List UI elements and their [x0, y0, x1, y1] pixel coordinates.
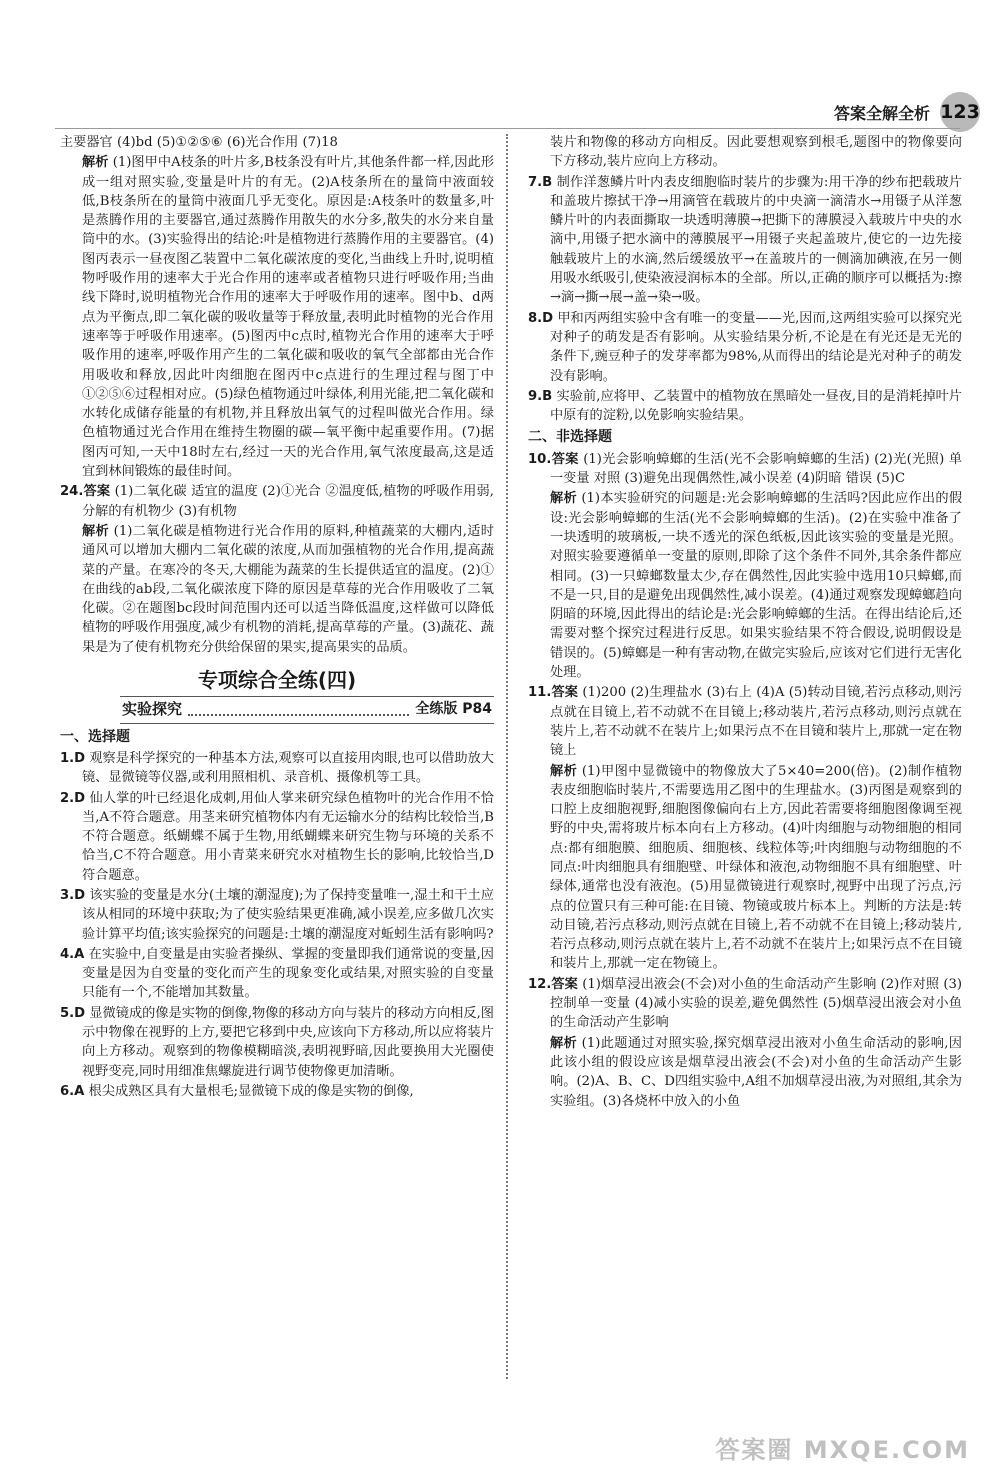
dotted-leader: [188, 704, 409, 716]
item-text: 该实验的变量是水分(土壤的潮湿度);为了保持变量唯一,湿土和干土应该从相同的环境中获取;为了使实验结果更准确,减小误差,应多做几次实验计算平均值;该实验探究的问题是:土壤的潮湿度对蚯蚓生活有影响吗?: [82, 887, 494, 942]
item-text: 装片和物像的移动方向相反。因此要想观察到根毛,题图中的物像要向下方移动,装片应向上方移动。: [550, 135, 962, 170]
item-keyword: 答案: [83, 484, 111, 500]
right-paragraphs: [528, 133, 962, 425]
item-text: (1)烟草浸出液会(不会)对小鱼的生命活动产生影响 (2)作对照 (3)控制单一变量 (4)减小实验的误差,避免偶然性 (5)烟草浸出液会对小鱼的生命活动产生影响: [550, 976, 962, 1031]
left-answer-list: [60, 749, 494, 1101]
page-number-badge: 123: [940, 92, 980, 132]
answer-paragraph: [60, 153, 494, 481]
left-paragraphs: [60, 133, 494, 657]
section-heading-nonchoice: 二、非选择题: [528, 429, 612, 446]
item-number: 2.D: [60, 790, 86, 806]
answer-paragraph: [60, 886, 494, 944]
right-column: [528, 133, 962, 1413]
answer-paragraph: [528, 762, 962, 974]
item-number: 5.D: [60, 1005, 86, 1021]
answer-paragraph: [60, 789, 494, 885]
answer-paragraph: [60, 945, 494, 1003]
item-text: 甲和丙两组实验中含有唯一的变量——光,因而,这两组实验可以探究光对种子的萌发是否有影响。从实验结果分析,不论是在有光还是无光的条件下,豌豆种子的发芽率都为98%,从而得出的结论是光对种子的萌发没有影响。: [550, 310, 962, 384]
answer-paragraph: [528, 975, 962, 1033]
special-subtitle-bar: [120, 696, 494, 723]
answer-paragraph: [60, 1082, 494, 1101]
column-divider: [506, 134, 508, 1379]
item-keyword: 答案: [551, 976, 578, 992]
answer-paragraph: [60, 522, 494, 657]
answer-paragraph: [528, 683, 962, 760]
item-text: (1)二氧化碳是植物进行光合作用的原料,种植蔬菜的大棚内,适时通风可以增加大棚内二氧化碳的浓度,从而加强植物的光合作用,提高蔬菜的产量。在寒冷的冬天,大棚能为蔬菜的生长提供适宜的温度。(2)①在曲线的ab段,二氧化碳浓度下降的原因是草莓的光合作用吸收了二氧化碳。②在题图bc段时间范围内还可以适当降低温度,这样做可以降低植物的呼吸作用强度,减少有机物的消耗,提高草莓的产量。(3)蔬花、蔬果是为了使有机物充分供给保留的果实,提高果实的品质。: [82, 523, 494, 655]
special-title: 专项综合全练(四): [197, 668, 357, 693]
item-keyword: 解析: [82, 155, 109, 171]
answer-paragraph: [528, 173, 962, 308]
item-text: (1)200 (2)生理盐水 (3)右上 (4)A (5)转动目镜,若污点移动,则污点就在目镜上,若不动就不在目镜上;移动装片,若污点移动,则污点就在装片上,若不动就不在装片上;如果污点不在目镜和装片上,那就一定在物镜上: [550, 685, 962, 759]
answer-paragraph: [528, 1034, 962, 1111]
item-number: 1.D: [60, 750, 86, 766]
item-text: 在实验中,自变量是由实验者操纵、掌握的变量即我们通常说的变量,因变量是因为自变量的变化而产生的现象变化或结果,对照实验的自变量只能有一个,不能增加其数量。: [82, 946, 494, 1001]
item-text: 根尖成熟区具有大量根毛;显微镜下成的像是实物的倒像,: [84, 1083, 414, 1099]
item-text: (1)二氧化碳 适宜的温度 (2)①光合 ②温度低,植物的呼吸作用弱,分解的有机物少 (3)有机物: [82, 484, 494, 519]
item-number: 24.: [60, 484, 84, 500]
item-keyword: 解析: [82, 523, 110, 539]
item-number: 7.B: [528, 174, 553, 190]
answer-paragraph: [60, 482, 494, 521]
item-keyword: 解析: [550, 491, 577, 507]
answer-paragraph: [528, 387, 962, 426]
section-heading-choice: 一、选择题: [60, 728, 130, 745]
item-keyword: 答案: [551, 451, 579, 467]
item-keyword: 解析: [550, 763, 578, 779]
item-text: 显微镜成的像是实物的倒像,物像的移动方向与装片的移动方向相反,图示中物像在视野的上方,要把它移到中央,应该向下方移动,所以应将装片向上方移动。观察到的物像模糊暗淡,表明视野暗,因此要换用大光圈使视野变亮,同时用细准焦螺旋进行调节使物像更加清晰。: [82, 1005, 494, 1079]
item-number: 6.A: [60, 1083, 85, 1099]
item-text: (1)本实验研究的问题是:光会影响蟑螂的生活吗?因此应作出的假设:光会影响蟑螂的生活(光不会影响蟑螂的生活)。(2)在实验中准备了一块透明的玻璃板,一块不透光的深色纸板,因此该实验的变量是光照。对照实验要遵循单一变量的原则,即除了这个条件不同外,其余条件都应相同。(3)一只蟑螂数量太少,存在偶然性,因此实验中选用10只蟑螂,而不是一只,目的是避免出现偶然性,减小误差。(4)通过观察发现蟑螂趋向阴暗的环境,因此得出的结论是:光会影响蟑螂的生活。在得出结论后,还需要对整个探究过程进行反思。如果实验结果不符合假设,说明假设是错误的。(5)蟑螂是一种有害动物,在做完实验后,应该对它们进行无害化处理。: [550, 491, 962, 681]
answer-paragraph: [60, 1004, 494, 1081]
answer-paragraph: [528, 450, 962, 489]
item-text: (1)此题通过对照实验,探究烟草浸出液对小鱼生命活动的影响,因此该小组的假设应该是烟草浸出液会(不会)对小鱼的生命活动产生影响。(2)A、B、C、D四组实验中,A组不加烟草浸出液,为对照组,其余为实验组。(3)各烧杯中放入的小鱼: [550, 1035, 962, 1109]
answer-paragraph: [528, 133, 962, 172]
header-rule: [55, 128, 960, 129]
answer-paragraph: [60, 749, 494, 788]
item-number: 3.D: [60, 887, 86, 903]
item-number: 12.: [528, 976, 552, 992]
item-text: 观察是科学探究的一种基本方法,观察可以直接用肉眼,也可以借助放大镜、显微镜等仪器,或利用照相机、录音机、摄像机等工具。: [82, 750, 494, 786]
item-text: 主要器官 (4)bd (5)①②⑤⑥ (6)光合作用 (7)18: [60, 135, 338, 150]
watermark-logo: 答案圈 MXQE.COM: [715, 1436, 970, 1464]
header-title: 答案全解全析: [833, 103, 930, 123]
item-number: 4.A: [60, 946, 85, 962]
item-number: 8.D: [528, 310, 554, 326]
special-page-ref: 全练版 P84: [415, 701, 492, 718]
left-column: [60, 133, 494, 1413]
item-keyword: 解析: [550, 1035, 578, 1051]
item-keyword: 答案: [551, 685, 579, 701]
item-number: 10.: [528, 451, 552, 467]
answer-paragraph: [60, 133, 494, 152]
answer-paragraph: [528, 489, 962, 682]
item-number: 11.: [528, 685, 552, 701]
item-number: 9.B: [528, 388, 553, 404]
right-answer-list: [528, 450, 962, 1111]
answer-paragraph: [528, 309, 962, 386]
item-text: (1)图甲中A枝条的叶片多,B枝条没有叶片,其他条件都一样,因此形成一组对照实验,变量是叶片的有无。(2)A枝条所在的量筒中液面较低,B枝条所在的量筒中液面几乎无变化。原因是:A枝条叶的数量多,叶是蒸腾作用的主要器官,通过蒸腾作用散失的水分多,散失的水分来自量筒中的水。(3)实验得出的结论:叶是植物进行蒸腾作用的主要器官。(4)图丙表示一昼夜图乙装置中二氧化碳浓度的变化,当曲线上升时,说明植物呼吸作用的速率大于光合作用的速率或者植物只进行呼吸作用;当曲线下降时,说明植物光合作用的速率大于呼吸作用的速率。图中b、d两点为平衡点,即二氧化碳的吸收量等于释放量,表明此时植物的光合作用速率等于呼吸作用速率。(5)图丙中c点时,植物光合作用的速率大于呼吸作用的速率,呼吸作用产生的二氧化碳和吸收的氧气全部都由光合作用吸收和释放,因此叶肉细胞在图丙中c点进行的生理过程与图丁中①②⑤⑥过程相对应。(5)绿色植物通过叶绿体,利用光能,把二氧化碳和水转化成储存能量的有机物,并且释放出氧气的过程叫做光合作用。绿色植物通过光合作用在维持生物圈的碳—氧平衡中起重要作用。(7)据图丙可知,一天中18时左右,经过一天的光合作用,氧气浓度最高,这是适宜到林间锻炼的最佳时间。: [82, 155, 494, 480]
item-text: (1)光会影响蟑螂的生活(光不会影响蟑螂的生活) (2)光(光照) 单一变量 对照 (3)避免出现偶然性,减小误差 (4)阴暗 错误 (5)C: [550, 451, 962, 487]
page-header: [834, 92, 980, 132]
item-text: 实验前,应将甲、乙装置中的植物放在黑暗处一昼夜,目的是消耗掉叶片中原有的淀粉,以免影响实验结果。: [550, 388, 962, 424]
item-text: 仙人掌的叶已经退化成刺,用仙人掌来研究绿色植物叶的光合作用不恰当,A不符合题意。用茎来研究植物体内有无运输水分的结构比较恰当,B不符合题意。纸蝴蝶不属于生物,用纸蝴蝶来研究生物与环境的关系不恰当,C不符合题意。用小青菜来研究水对植物生长的影响,比较恰当,D符合题意。: [82, 790, 494, 883]
item-text: 制作洋葱鳞片叶内表皮细胞临时装片的步骤为:用干净的纱布把载玻片和盖玻片擦拭干净→用滴管在载玻片的中央滴一滴清水→用镊子从洋葱鳞片叶的内表面撕取一块透明薄膜→把撕下的薄膜浸入载玻片中央的水滴中,用镊子把水滴中的薄膜展平→用镊子夹起盖玻片,使它的一边先接触载玻片上的水滴,然后缓缓放平→在盖玻片的一侧滴加碘液,在另一侧用吸水纸吸引,使染液浸润标本的全部。所以,正确的顺序可以概括为:擦→滴→撕→展→盖→染→吸。: [550, 174, 962, 306]
item-text: (1)甲图中显微镜中的物像放大了5×40=200(倍)。(2)制作植物表皮细胞临时装片,不需要选用乙图中的生理盐水。(3)丙图是观察到的口腔上皮细胞视野,细胞图像偏向右上方,因此若需要将细胞图像调至视野的中央,需将玻片标本向右上方移动。(4)叶肉细胞与动物细胞的相同点:都有细胞膜、细胞质、细胞核、线粒体等;叶肉细胞与动物细胞的不同点:叶肉细胞具有细胞壁、叶绿体和液泡,动物细胞不具有细胞壁、叶绿体,通常也没有液泡。(5)用显微镜进行观察时,视野中出现了污点,污点的位置只有三种可能:在目镜、物镜或玻片标本上。判断的方法是:转动目镜,若污点移动,则污点就在目镜上,若不动就不在目镜上;移动装片,若污点移动,则污点就在装片上,若不动就不在装片上;如果污点不在目镜和装片上,那就一定在物镜上。: [550, 763, 962, 972]
special-subtitle: 实验探究: [122, 700, 183, 719]
